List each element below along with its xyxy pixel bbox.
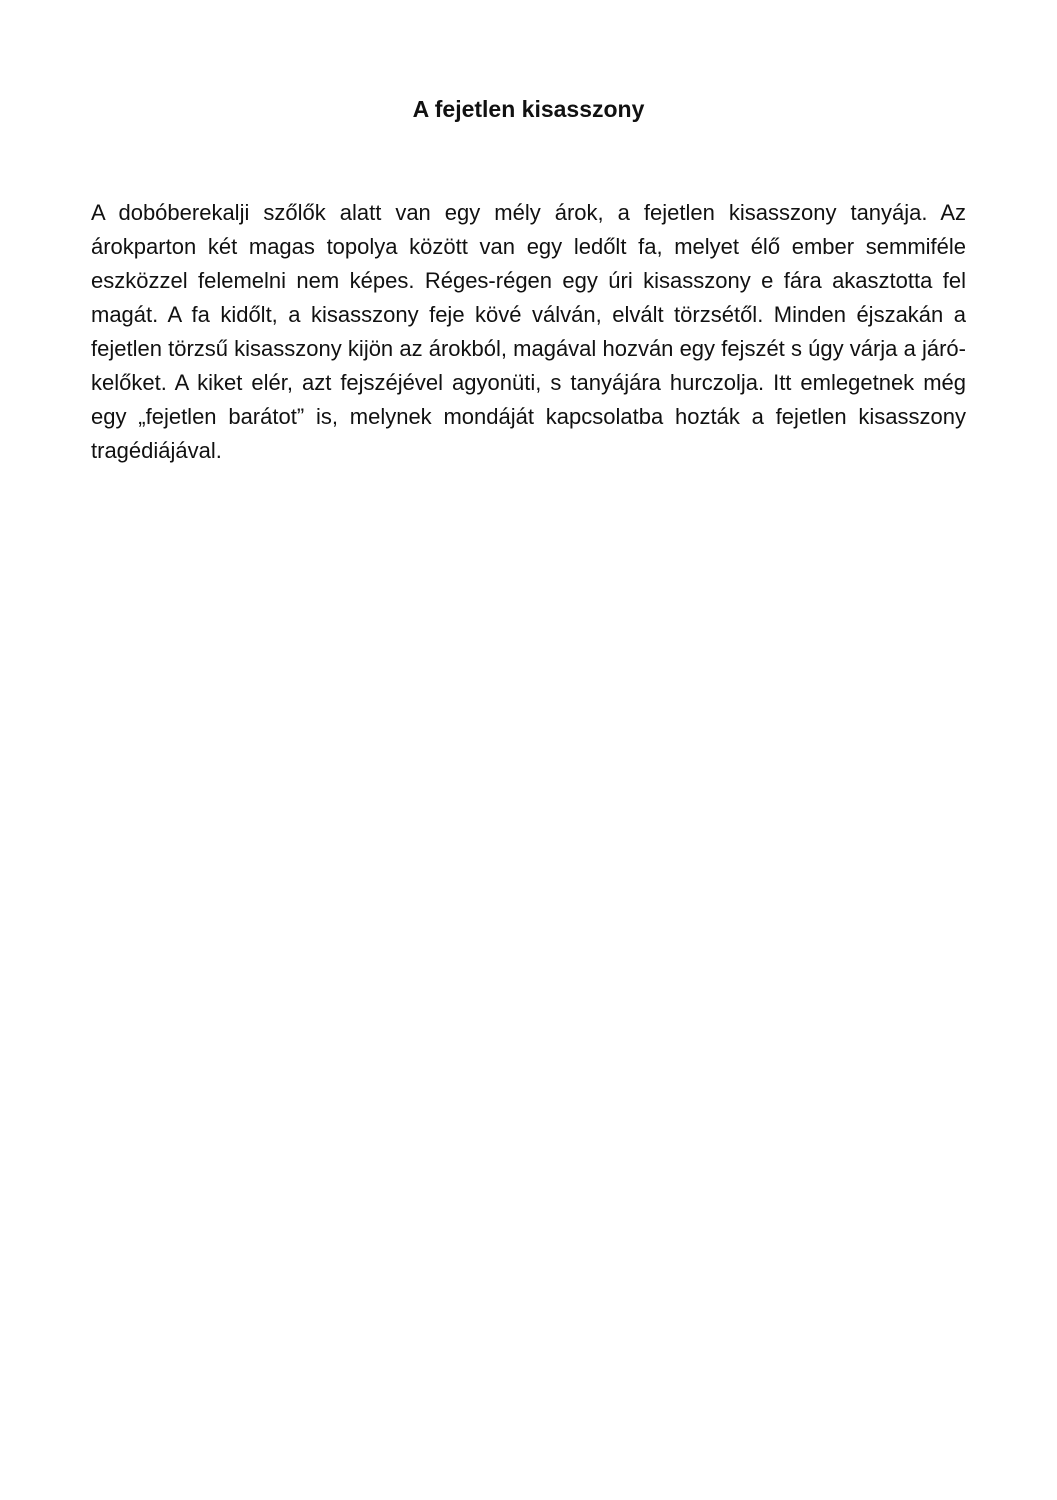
document-title: A fejetlen kisasszony — [412, 96, 645, 122]
body-paragraph: A dobóberekalji szőlők alatt van egy mély árok, a fejetlen kisasszony tanyája. Az árokparton két magas topolya között van egy ledőlt fa, melyet élő ember semmiféle eszközzel felemelni nem képes. Réges-régen egy úri kisasszony e fára akasztotta fel magát. A fa kidőlt, a kisasszony feje kövé válván, elvált törzsétől. Minden éjszakán a fejetlen törzsű kisasszony kijön az árokból, magával hozván egy fejszét s úgy várja a járó-kelőket. A kiket elér, azt fejszéjével agyonüti, s tanyájára hurczolja. Itt emlegetnek még egy „fejetlen barátot” is, melynek mondáját kapcsolatba hozták a fejetlen kisasszony tragédiájával. — [91, 200, 966, 463]
